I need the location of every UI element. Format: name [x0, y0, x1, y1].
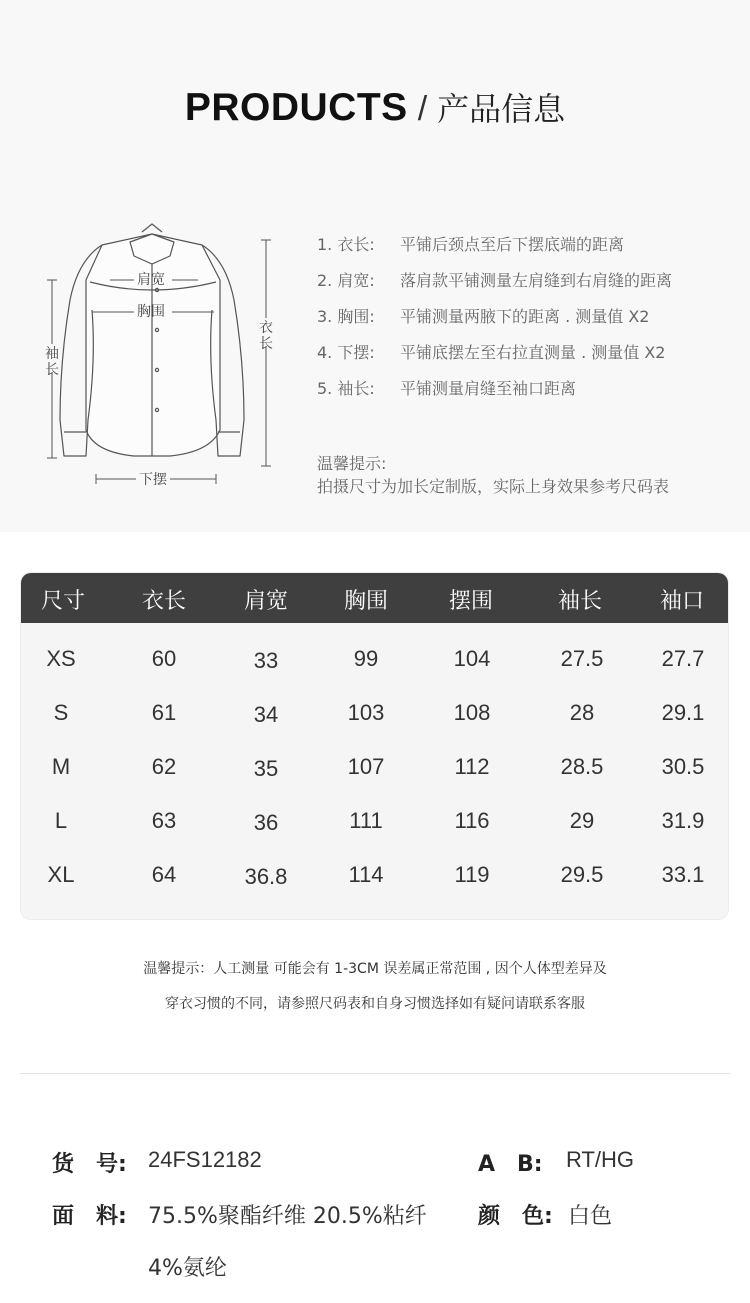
footnote-line-1: 温馨提示：人工测量 可能会有 1-3CM 误差属正常范围 , 因个人体型差异及 [143, 961, 607, 977]
color-value: 白色 [568, 1204, 613, 1229]
note-item [317, 376, 737, 412]
note-number: 2. 肩宽: [317, 271, 375, 290]
diagram-label-sleeve: 袖长 [45, 346, 59, 378]
page-title [0, 84, 750, 140]
table-header-cell: 衣长 [141, 589, 187, 614]
table-cell: 35 [253, 756, 279, 781]
color-label: 颜 色: [478, 1204, 553, 1229]
note-text: 平铺测量肩缝至袖口距离 [400, 379, 577, 398]
table-body [21, 623, 728, 919]
table-cell: 61 [151, 700, 177, 725]
note-number: 4. 下摆: [317, 343, 375, 362]
table-header-cell: 尺寸 [40, 589, 86, 614]
table-cell: 28 [569, 700, 595, 725]
table-header-cell: 袖长 [557, 589, 603, 614]
table-header-cell: 袖口 [659, 589, 705, 614]
table-cell: 36 [253, 810, 279, 835]
fabric-label: 面 料: [52, 1204, 127, 1229]
tip-box [317, 452, 669, 498]
table-cell: 36.8 [244, 864, 288, 889]
item-number-label: 货 号: [52, 1152, 127, 1177]
table-cell: 104 [453, 646, 491, 671]
table-cell: 27.7 [661, 646, 705, 671]
note-number: 5. 袖长: [317, 379, 375, 398]
table-cell: 119 [454, 862, 490, 887]
table-cell: 108 [453, 700, 491, 725]
measurement-notes [317, 232, 737, 412]
fabric-value-line-1: 75.5%聚酯纤维 20.5%粘纤 [148, 1204, 427, 1229]
ab-value: RT/HG [566, 1147, 635, 1172]
table-header-cell: 摆围 [448, 589, 494, 614]
table-cell: 107 [347, 754, 385, 779]
note-item [317, 232, 737, 268]
footnote-line-2: 穿衣习惯的不同，请参照尺码表和自身习惯选择如有疑问请联系客服 [165, 996, 585, 1012]
shirt-outline-icon [30, 220, 280, 500]
shirt-diagram [30, 220, 280, 500]
note-item [317, 304, 737, 340]
fabric-value-line-2: 4%氨纶 [148, 1256, 227, 1281]
table-cell: 31.9 [661, 808, 705, 833]
title-en: PRODUCTS [184, 86, 408, 129]
table-cell: 114 [348, 862, 384, 887]
diagram-label-hem: 下摆 [139, 472, 167, 488]
table-cell: 29.5 [560, 862, 604, 887]
table-cell: 27.5 [560, 646, 604, 671]
table-cell: 99 [353, 646, 379, 671]
table-cell: XS [46, 646, 76, 671]
table-cell: 33.1 [661, 862, 705, 887]
note-text: 平铺底摆左至右拉直测量 . 测量值 X2 [400, 343, 666, 362]
ab-label: A B: [478, 1152, 543, 1177]
table-cell: M [51, 754, 71, 779]
table-cell: 33 [253, 648, 279, 673]
item-number-value: 24FS12182 [148, 1147, 262, 1172]
table-cell: XL [47, 862, 75, 887]
table-cell: L [54, 808, 68, 833]
table-header [21, 573, 728, 623]
title-separator: / [417, 90, 428, 128]
table-cell: 60 [151, 646, 177, 671]
table-header-cell: 肩宽 [243, 589, 289, 614]
table-cell: 112 [454, 754, 490, 779]
table-cell: 111 [349, 808, 383, 833]
table-cell: 30.5 [661, 754, 705, 779]
note-number: 3. 胸围: [317, 307, 375, 326]
note-text: 平铺后颈点至后下摆底端的距离 [400, 235, 625, 254]
note-text: 落肩款平铺测量左肩缝到右肩缝的距离 [400, 271, 673, 290]
diagram-label-chest: 胸围 [137, 304, 165, 320]
table-cell: 62 [151, 754, 177, 779]
table-cell: 29 [569, 808, 595, 833]
table-cell: 29.1 [661, 700, 705, 725]
table-cell: 103 [347, 700, 385, 725]
note-item [317, 268, 737, 304]
table-cell: S [53, 700, 69, 725]
tip-title: 温馨提示: [317, 454, 387, 473]
size-table [21, 573, 728, 919]
tip-text: 拍摄尺寸为加长定制版，实际上身效果参考尺码表 [317, 477, 670, 496]
table-cell: 64 [151, 862, 177, 887]
note-number: 1. 衣长: [317, 235, 375, 254]
table-cell: 28.5 [560, 754, 604, 779]
note-item [317, 340, 737, 376]
table-cell: 63 [151, 808, 177, 833]
title-cn: 产品信息 [437, 90, 566, 128]
table-cell: 34 [253, 702, 279, 727]
table-cell: 116 [454, 808, 490, 833]
diagram-label-length: 衣长 [259, 320, 273, 352]
note-text: 平铺测量两腋下的距离 . 测量值 X2 [400, 307, 650, 326]
table-header-cell: 胸围 [343, 589, 389, 614]
divider [20, 1073, 730, 1074]
diagram-label-shoulder: 肩宽 [137, 272, 165, 288]
